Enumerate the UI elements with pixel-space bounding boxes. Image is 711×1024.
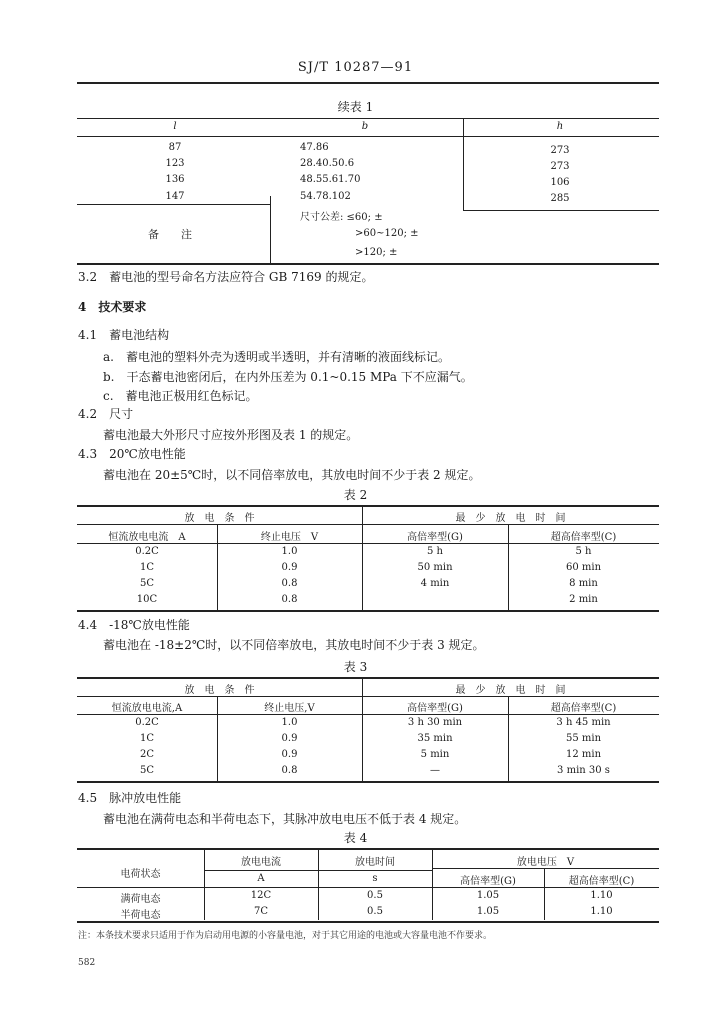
section-4-5-text: 蓄电池在满荷电态和半荷电态下，其脉冲放电电压不低于表 4 规定。 [103, 812, 467, 826]
section-4-1: 4.1 蓄电池结构 [78, 328, 170, 342]
standard-code-header: SJ/T 10287—91 [297, 60, 414, 75]
table2-col-current: 恒流放电电流 A [108, 532, 186, 543]
table2-group-min-time: 最 少 放 电 时 间 [455, 513, 566, 524]
footnote: 注：本条技术要求只适用于作为启动用电源的小容量电池，对于其它用途的电池或大容量电池不作要求。 [78, 931, 493, 941]
table1-note-line1: 尺寸公差: ≤60; ± [300, 212, 383, 223]
table4-cell: 1.05 [476, 906, 500, 917]
table4-cell: 12C [250, 890, 272, 901]
table3-cell: 0.8 [281, 765, 298, 776]
table4-cell: 0.5 [367, 906, 383, 917]
table1-row2-b: 28.40.50.6 [300, 158, 355, 169]
table3-head-rule [77, 714, 659, 715]
table1-row1-h: 273 [550, 145, 570, 156]
table1-row4-l: 147 [165, 191, 185, 202]
table4-col-time: 放电时间 [355, 857, 395, 868]
table2-caption: 表 2 [343, 488, 368, 502]
table1-row3-b: 48.55.61.70 [300, 174, 361, 185]
table2-cell: 0.9 [281, 562, 298, 573]
table1-row1-b: 47.86 [300, 142, 329, 153]
table3-group-rule [77, 696, 659, 697]
table2-cell: 5 h [575, 546, 592, 557]
table3-cell: 12 min [565, 749, 602, 760]
table4-cell: 7C [253, 906, 268, 917]
table4-head-rule [77, 887, 659, 888]
table2-cell: 2 min [569, 594, 598, 605]
page-number: 582 [78, 958, 96, 968]
table3-top-rule [77, 677, 659, 679]
table2-head-rule [77, 543, 659, 544]
table4-cell: 1.10 [590, 906, 613, 917]
table3-cell: 35 min [417, 733, 453, 744]
table1-top-rule [77, 118, 659, 119]
table3-cell: 5 min [420, 749, 450, 760]
table4-col-current-unit: A [257, 873, 265, 884]
table3-cell: 1C [139, 733, 154, 744]
table1-row1-l: 87 [168, 142, 182, 153]
table1-col-l: l [173, 121, 177, 132]
table2-cell: 8 min [569, 578, 598, 589]
section-4-1-b: b. 干态蓄电池密闭后，在内外压差为 0.1~0.15 MPa 下不应漏气。 [103, 370, 473, 384]
table1-row2-l: 123 [165, 158, 185, 169]
table1-row4-b: 54.78.102 [300, 191, 351, 202]
table3-cell: 0.9 [281, 749, 298, 760]
table4-cell: 1.10 [590, 890, 613, 901]
table2-top-rule [77, 505, 659, 507]
section-4-heading: 4 技术要求 [78, 300, 147, 314]
section-4-4: 4.4 -18℃放电性能 [78, 618, 190, 632]
table3-group-conditions: 放 电 条 件 [184, 685, 255, 696]
table2-cell: 0.2C [135, 546, 159, 557]
table3-bottom-rule [77, 781, 659, 783]
table3-cell: 0.2C [135, 717, 159, 728]
table1-note-label: 备 注 [148, 228, 192, 241]
table2-cell: 5 h [427, 546, 443, 557]
table2-col-g: 高倍率型(G) [407, 532, 463, 543]
table1-bottom-rule [77, 263, 659, 265]
table1-note-rule-right [463, 210, 659, 211]
table1-note-rule-left [77, 204, 270, 205]
table2-col-endvolt: 终止电压 V [260, 532, 319, 543]
table4-cell: 满荷电态 [120, 894, 161, 905]
table3-group-min-time: 最 少 放 电 时 间 [455, 685, 566, 696]
section-4-4-text: 蓄电池在 -18±2℃时，以不同倍率放电，其放电时间不少于表 3 规定。 [103, 638, 485, 652]
table4-cell: 0.5 [367, 890, 383, 901]
section-4-1-a: a. 蓄电池的塑料外壳为透明或半透明，并有清晰的液面线标记。 [103, 350, 450, 364]
table3-cell: 5C [139, 765, 154, 776]
table1-row3-l: 136 [165, 174, 185, 185]
table2-group-conditions: 放 电 条 件 [184, 513, 255, 524]
table4-col-voltage: 放电电压 V [516, 857, 575, 868]
table4-caption: 表 4 [343, 831, 368, 845]
section-4-2: 4.2 尺寸 [78, 407, 134, 421]
header-rule [77, 82, 659, 84]
table3-col-endvolt: 终止电压,V [264, 703, 315, 714]
table1-note-line2: >60~120; ± [355, 228, 419, 239]
table2-vline-2 [362, 505, 363, 610]
table4-cell: 1.05 [476, 890, 500, 901]
section-3-2: 3.2 蓄电池的型号命名方法应符合 GB 7169 的规定。 [78, 270, 374, 284]
table1-vline-h [463, 118, 464, 211]
table1-col-b: b [361, 121, 369, 132]
section-4-2-text: 蓄电池最大外形尺寸应按外形图及表 1 的规定。 [103, 428, 359, 442]
table1-vline-note [270, 196, 271, 263]
table2-bottom-rule [77, 610, 659, 612]
table3-cell: 3 h 30 min [407, 717, 463, 728]
table3-col-current: 恒流放电电流,A [111, 703, 183, 714]
table1-note-line3: >120; ± [355, 247, 398, 258]
table4-top-rule [77, 848, 659, 850]
table3-cell: 55 min [565, 733, 602, 744]
section-4-1-c: c. 蓄电池正极用红色标记。 [103, 389, 258, 403]
table1-row2-h: 273 [550, 161, 570, 172]
table2-cell: 1.0 [281, 546, 298, 557]
table2-cell: 50 min [417, 562, 453, 573]
table4-cell: 半荷电态 [120, 910, 161, 921]
table1-row3-h: 106 [550, 177, 570, 188]
table3-cell: 1.0 [281, 717, 298, 728]
table2-col-c: 超高倍率型(C) [550, 532, 617, 543]
table3-col-c: 超高倍率型(C) [550, 703, 617, 714]
table4-unit-rule [204, 870, 432, 871]
table4-col-g: 高倍率型(G) [460, 876, 516, 887]
table3-caption: 表 3 [343, 660, 368, 674]
section-4-3-text: 蓄电池在 20±5℃时，以不同倍率放电，其放电时间不少于表 2 规定。 [103, 468, 481, 482]
section-4-3: 4.3 20℃放电性能 [78, 447, 186, 461]
table1-caption: 续表 1 [337, 100, 374, 114]
table2-cell: 0.8 [281, 594, 298, 605]
table1-row4-h: 285 [550, 193, 570, 204]
table2-cell: 60 min [565, 562, 602, 573]
table3-cell: — [430, 765, 440, 776]
table3-cell: 3 h 45 min [556, 717, 611, 728]
table3-col-g: 高倍率型(G) [407, 703, 463, 714]
table2-group-rule [77, 524, 659, 525]
table2-cell: 0.8 [281, 578, 298, 589]
table3-cell: 0.9 [281, 733, 298, 744]
table4-col-current: 放电电流 [241, 857, 281, 868]
table4-voltage-rule [432, 868, 659, 869]
table2-cell: 5C [139, 578, 154, 589]
table4-col-state: 电荷状态 [120, 869, 161, 880]
table1-head-rule [77, 136, 659, 137]
table3-cell: 3 min 30 s [557, 765, 610, 776]
table4-col-time-unit: s [372, 873, 378, 884]
table2-cell: 1C [139, 562, 154, 573]
table2-cell: 4 min [420, 578, 450, 589]
section-4-5: 4.5 脉冲放电性能 [78, 791, 182, 805]
table3-cell: 2C [139, 749, 154, 760]
table4-col-c: 超高倍率型(C) [568, 876, 635, 887]
table1-col-h: h [556, 121, 564, 132]
table2-cell: 10C [136, 594, 158, 605]
table4-bottom-rule [77, 921, 659, 923]
